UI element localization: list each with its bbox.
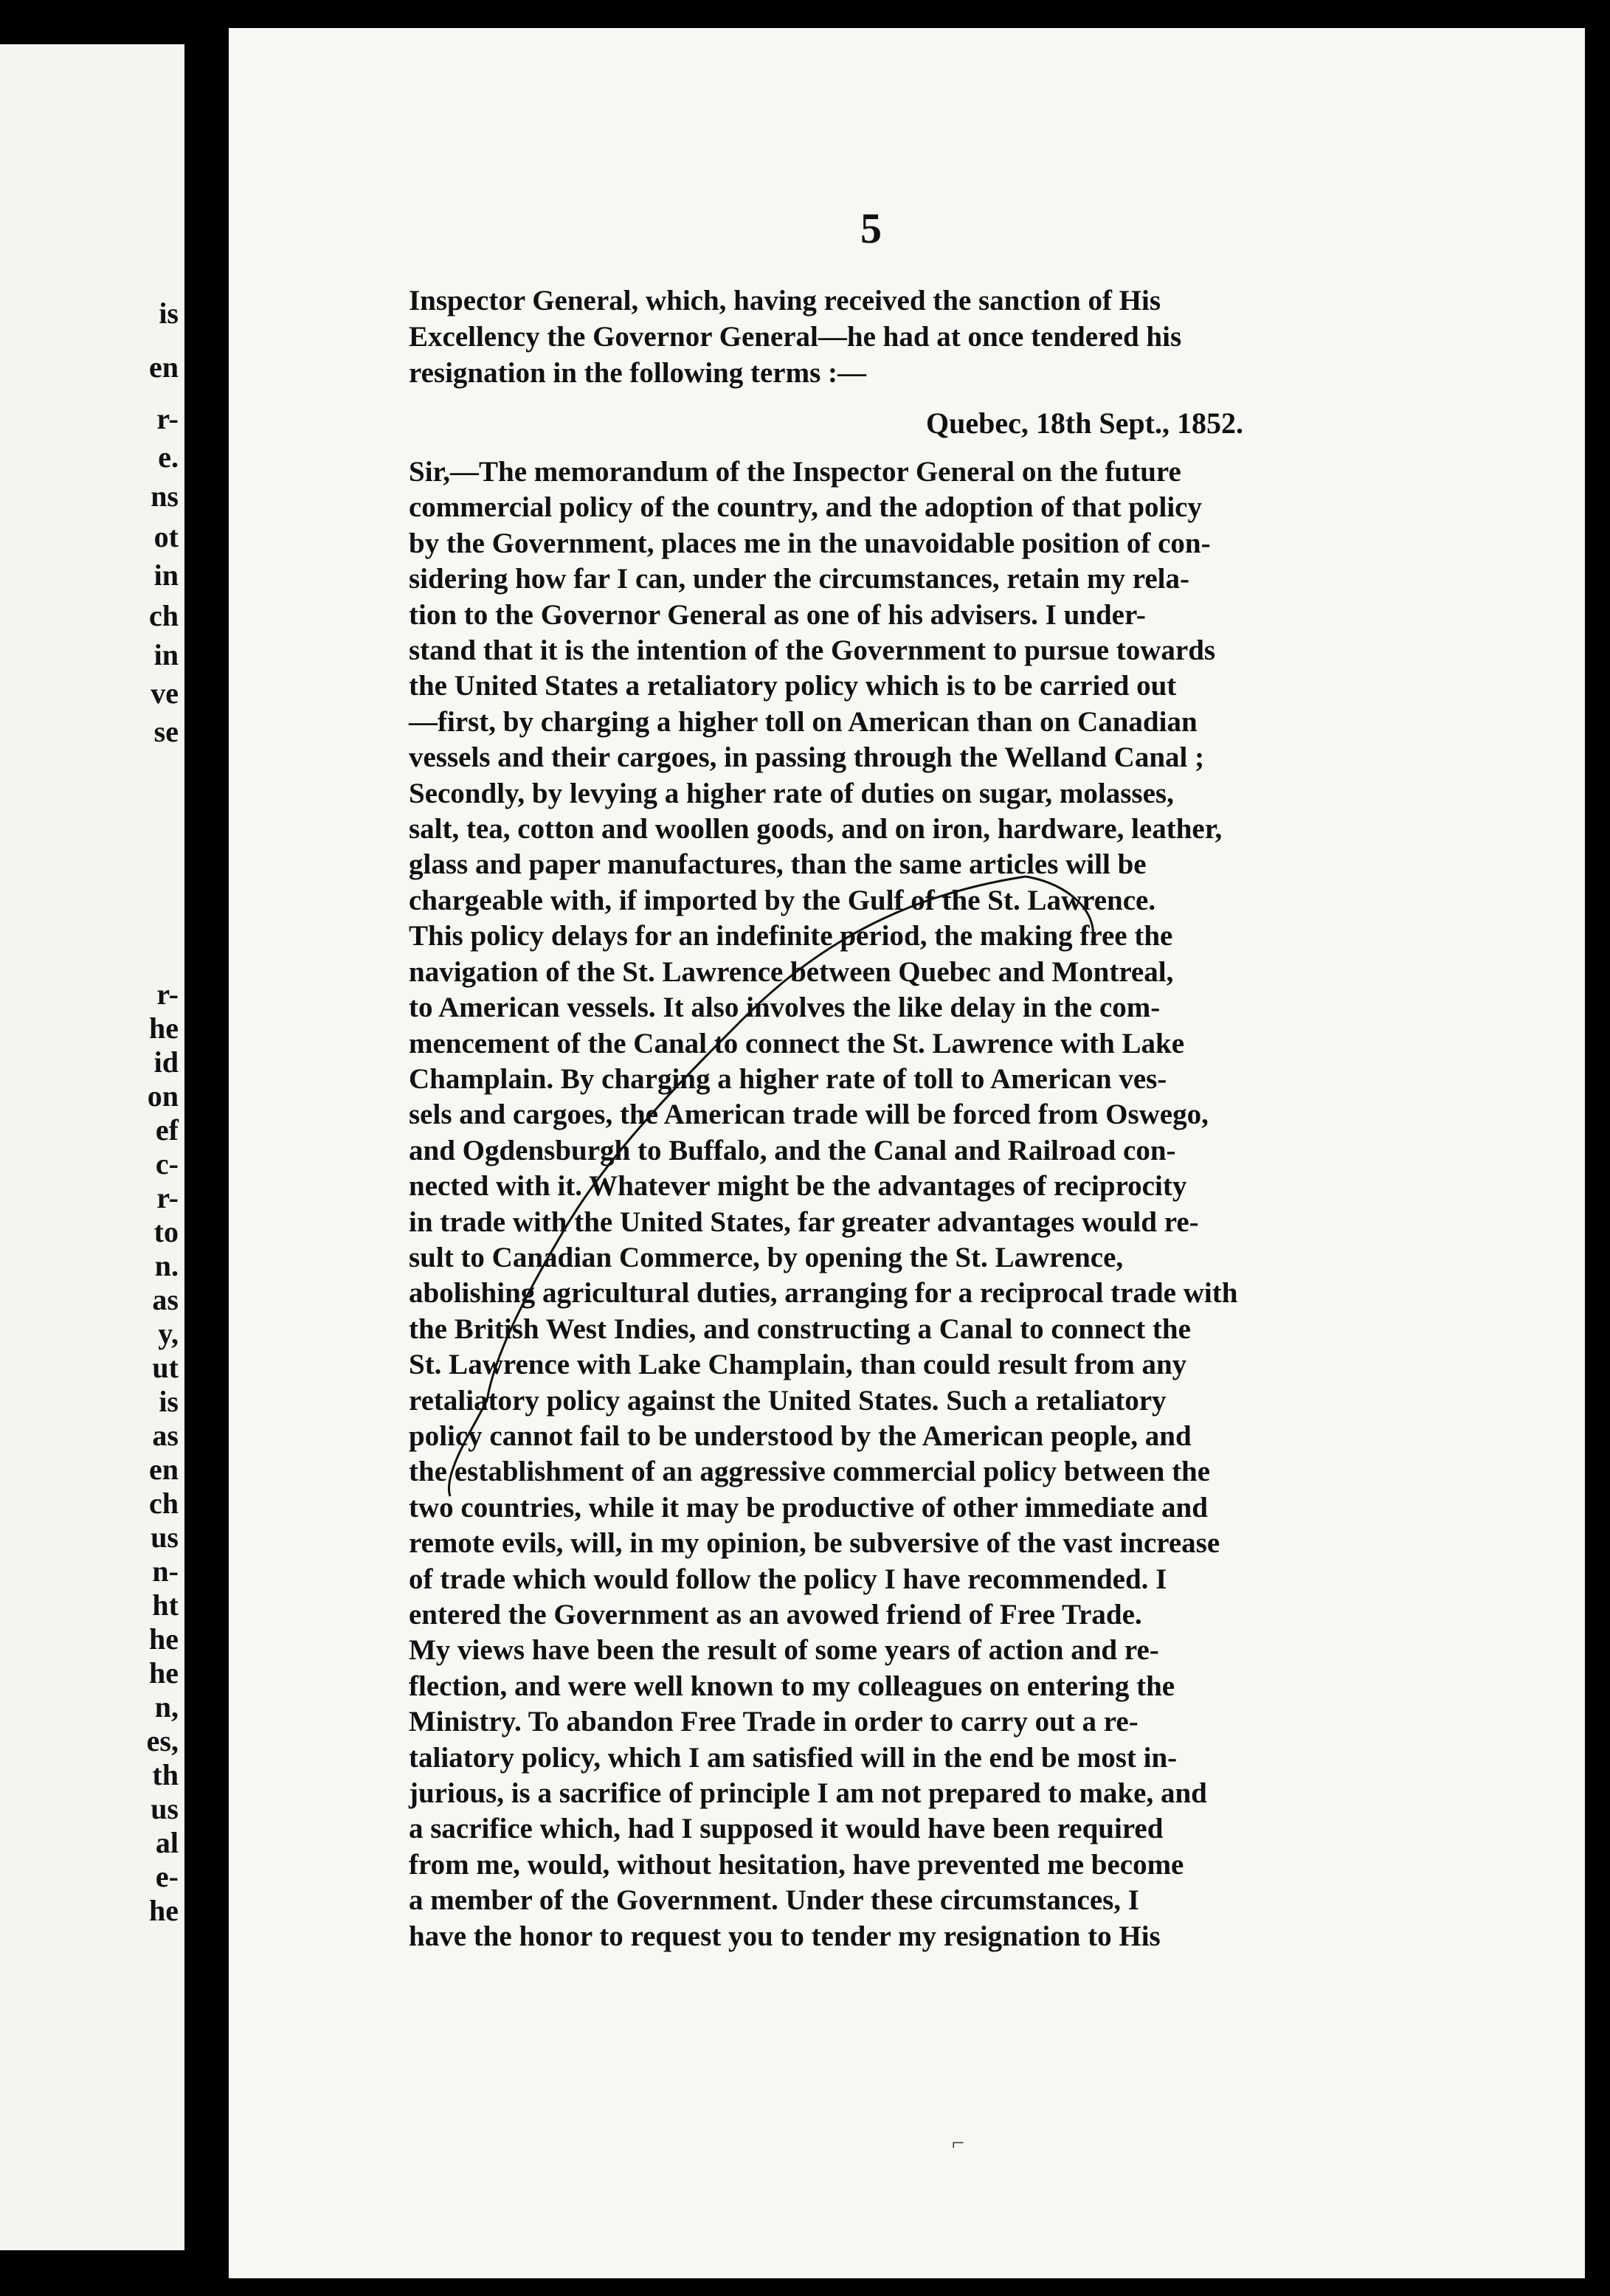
left-page-fragment: in	[153, 559, 179, 592]
letter-line: in trade with the United States, far greater advantages would re-	[409, 1206, 1199, 1238]
letter-line: two countries, while it may be productive of other immediate and	[409, 1491, 1208, 1524]
letter-line: tion to the Governor General as one of his advisers. I under-	[409, 598, 1146, 631]
letter-line: Secondly, by levying a higher rate of duties on sugar, molasses,	[409, 777, 1174, 809]
left-page-fragment: e-	[155, 1860, 179, 1893]
intro-paragraph	[409, 283, 1340, 391]
left-page-fragment: is	[159, 297, 179, 330]
page-number: 5	[860, 204, 882, 252]
letter-line: jurious, is a sacrifice of principle I am not prepared to make, and	[409, 1777, 1207, 1810]
letter-line: salt, tea, cotton and woollen goods, and on iron, hardware, leather,	[409, 813, 1223, 846]
letter-line: remote evils, will, in my opinion, be subversive of the vast increase	[409, 1527, 1220, 1560]
left-page-fragment: r-	[156, 1181, 179, 1214]
main-page	[229, 28, 1585, 2278]
margin-mark: ⌐	[952, 2131, 964, 2155]
left-page-fragment: ns	[151, 480, 179, 513]
letter-line: chargeable with, if imported by the Gulf of the St. Lawrence.	[409, 884, 1156, 916]
letter-line: Champlain. By charging a higher rate of toll to American ves-	[409, 1062, 1167, 1095]
left-page-fragment: th	[152, 1758, 179, 1791]
left-page-fragment: se	[153, 715, 179, 748]
left-page-fragment: en	[149, 350, 179, 384]
letter-line: Ministry. To abandon Free Trade in order to carry out a re-	[409, 1706, 1139, 1738]
left-page-fragment: to	[153, 1215, 179, 1248]
letter-line: the establishment of an aggressive commercial policy between the	[409, 1456, 1211, 1488]
left-page-text-fragments	[0, 44, 184, 2250]
letter-line: sidering how far I can, under the circumstances, retain my rela-	[409, 563, 1189, 595]
left-page-fragment: al	[155, 1826, 179, 1859]
left-page-fragment: ot	[153, 520, 179, 553]
left-page-fragment: ut	[152, 1351, 179, 1384]
intro-line: resignation in the following terms :—	[409, 357, 867, 389]
letter-line: a member of the Government. Under these circumstances, I	[409, 1884, 1139, 1917]
letter-line: —first, by charging a higher toll on American than on Canadian	[409, 705, 1198, 738]
left-page-fragment: as	[152, 1419, 179, 1452]
left-page-fragment: n-	[152, 1555, 179, 1588]
letter-line: stand that it is the intention of the Government to pursue towards	[409, 634, 1216, 667]
letter-line: My views have been the result of some years of action and re-	[409, 1634, 1159, 1667]
left-page-fragment: in	[153, 638, 179, 671]
left-page-fragment: as	[152, 1283, 179, 1316]
book-gutter	[184, 0, 229, 2296]
left-page-fragment: ch	[149, 599, 179, 632]
left-page-fragment: ch	[149, 1487, 179, 1520]
left-page-fragment: en	[149, 1453, 179, 1486]
intro-line: Inspector General, which, having received the sanction of His	[409, 285, 1161, 317]
letter-line: by the Government, places me in the unavoidable position of con-	[409, 527, 1211, 559]
left-page-fragment: y,	[158, 1317, 179, 1350]
left-page-fragment: he	[149, 1622, 179, 1656]
left-page-fragment: he	[149, 1894, 179, 1927]
left-page-fragment: he	[149, 1012, 179, 1045]
left-page-fragment: e.	[158, 440, 179, 474]
left-page-fragment: c-	[155, 1147, 179, 1180]
left-page-fragment: ef	[155, 1113, 179, 1147]
left-page-fragment: n.	[154, 1249, 179, 1282]
left-page-fragment: id	[153, 1045, 179, 1079]
letter-body	[409, 454, 1368, 1954]
letter-line: retaliatory policy against the United States. Such a retaliatory	[409, 1384, 1167, 1417]
letter-line: policy cannot fail to be understood by the American people, and	[409, 1420, 1192, 1452]
intro-line: Excellency the Governor General—he had at once tendered his	[409, 321, 1182, 353]
left-page-fragment: on	[147, 1079, 179, 1113]
letter-line: commercial policy of the country, and the adoption of that policy	[409, 491, 1202, 524]
letter-line: and Ogdensburgh to Buffalo, and the Canal and Railroad con-	[409, 1134, 1176, 1166]
letter-line: to American vessels. It also involves the like delay in the com-	[409, 992, 1161, 1024]
letter-line: abolishing agricultural duties, arranging for a reciprocal trade with	[409, 1277, 1238, 1310]
letter-line: nected with it. Whatever might be the advantages of reciprocity	[409, 1170, 1187, 1203]
letter-line: glass and paper manufactures, than the same articles will be	[409, 848, 1147, 881]
letter-line: navigation of the St. Lawrence between Quebec and Montreal,	[409, 955, 1174, 988]
letter-line: mencement of the Canal to connect the St. Lawrence with Lake	[409, 1027, 1185, 1059]
left-page-fragment: he	[149, 1656, 179, 1690]
letter-line: flection, and were well known to my colleagues on entering the	[409, 1670, 1175, 1702]
left-page-fragment: n,	[154, 1690, 179, 1723]
left-page-fragment: r-	[156, 978, 179, 1011]
letter-line: taliatory policy, which I am satisfied will in the end be most in-	[409, 1741, 1178, 1774]
letter-line: from me, would, without hesitation, have prevented me become	[409, 1848, 1184, 1881]
left-page-fragment: ve	[151, 677, 179, 710]
letter-line: a sacrifice which, had I supposed it would have been required	[409, 1813, 1164, 1845]
letter-line: entered the Government as an avowed friend of Free Trade.	[409, 1599, 1142, 1631]
left-page-fragment: r-	[156, 402, 179, 435]
letter-line: the British West Indies, and constructing a Canal to connect the	[409, 1313, 1191, 1345]
left-page-fragment: us	[151, 1521, 179, 1554]
letter-line: of trade which would follow the policy I have recommended. I	[409, 1563, 1167, 1595]
letter-line: This policy delays for an indefinite period, the making free the	[409, 920, 1173, 952]
letter-line: vessels and their cargoes, in passing through the Welland Canal ;	[409, 741, 1205, 774]
left-page-fragment: es,	[146, 1724, 179, 1757]
left-facing-page	[0, 44, 184, 2250]
left-page-fragment: is	[159, 1385, 179, 1418]
letter-line: the United States a retaliatory policy which is to be carried out	[409, 670, 1177, 702]
letter-line: St. Lawrence with Lake Champlain, than could result from any	[409, 1349, 1187, 1381]
letter-line: sels and cargoes, the American trade will be forced from Oswego,	[409, 1099, 1209, 1131]
letter-line: sult to Canadian Commerce, by opening the St. Lawrence,	[409, 1241, 1124, 1273]
letter-line: have the honor to request you to tender my resignation to His	[409, 1920, 1161, 1952]
letter-line: Sir,—The memorandum of the Inspector General on the future	[409, 456, 1181, 488]
letter-dateline: Quebec, 18th Sept., 1852.	[926, 407, 1243, 440]
left-page-fragment: us	[151, 1792, 179, 1825]
left-page-fragment: ht	[152, 1588, 179, 1622]
